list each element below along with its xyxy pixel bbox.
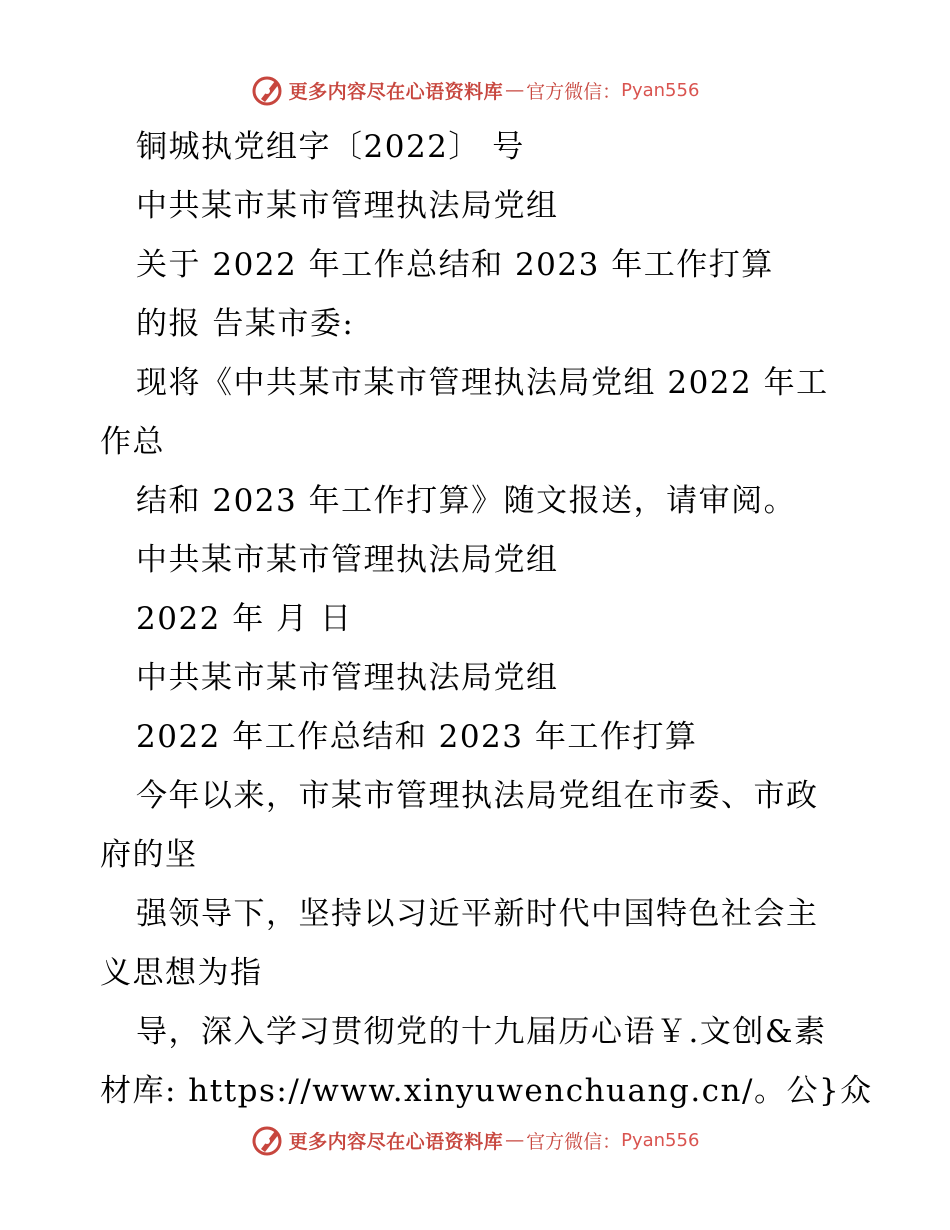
doc-signature-org: 中共某市某市管理执法局党组 bbox=[136, 542, 559, 578]
doc-title-line-2: 的报 告某市委: bbox=[136, 306, 355, 342]
pen-circle-logo-icon bbox=[251, 1123, 285, 1157]
banner-wechat-id: Pyan556 bbox=[621, 79, 700, 101]
doc-text-line: 义思想为指 bbox=[100, 955, 263, 991]
doc-text-line: 强领导下，坚持以习近平新时代中国特色社会主 bbox=[136, 896, 819, 932]
banner-dash: — bbox=[505, 79, 525, 101]
banner-wechat-id: Pyan556 bbox=[621, 1129, 700, 1151]
doc-section-title: 2022 年工作总结和 2023 年工作打算 bbox=[136, 719, 698, 755]
doc-org-line: 中共某市某市管理执法局党组 bbox=[136, 188, 559, 224]
doc-text-line: 材库: https://www.xinyuwenchuang.cn/。公}众 bbox=[100, 1073, 873, 1109]
doc-title-line: 关于 2022 年工作总结和 2023 年工作打算 bbox=[136, 247, 774, 283]
doc-section-org: 中共某市某市管理执法局党组 bbox=[136, 660, 559, 696]
banner-text: 更多内容尽在心语资料库 bbox=[288, 1130, 504, 1153]
banner-official-label: 官方微信： bbox=[526, 80, 622, 103]
doc-signature-date: 2022 年 月 日 bbox=[136, 601, 353, 637]
banner-dash: — bbox=[505, 1129, 525, 1151]
footer-banner bbox=[0, 1120, 950, 1160]
pen-circle-logo-icon bbox=[251, 73, 285, 107]
doc-text-line: 结和 2023 年工作打算》随文报送，请审阅。 bbox=[136, 483, 797, 519]
doc-text-line: 府的坚 bbox=[100, 837, 198, 873]
banner-text: 更多内容尽在心语资料库 bbox=[288, 80, 504, 103]
doc-text-line: 今年以来，市某市管理执法局党组在市委、市政 bbox=[136, 778, 819, 814]
header-banner bbox=[0, 70, 950, 110]
banner-official-label: 官方微信： bbox=[526, 1130, 622, 1153]
doc-text-line: 现将《中共某市某市管理执法局党组 2022 年工 bbox=[136, 365, 829, 401]
doc-number: 铜城执党组字〔2022〕 号 bbox=[136, 129, 525, 165]
doc-text-line: 作总 bbox=[100, 424, 165, 460]
doc-text-line: 导，深入学习贯彻党的十九届历心语￥.文创&素 bbox=[136, 1014, 827, 1050]
